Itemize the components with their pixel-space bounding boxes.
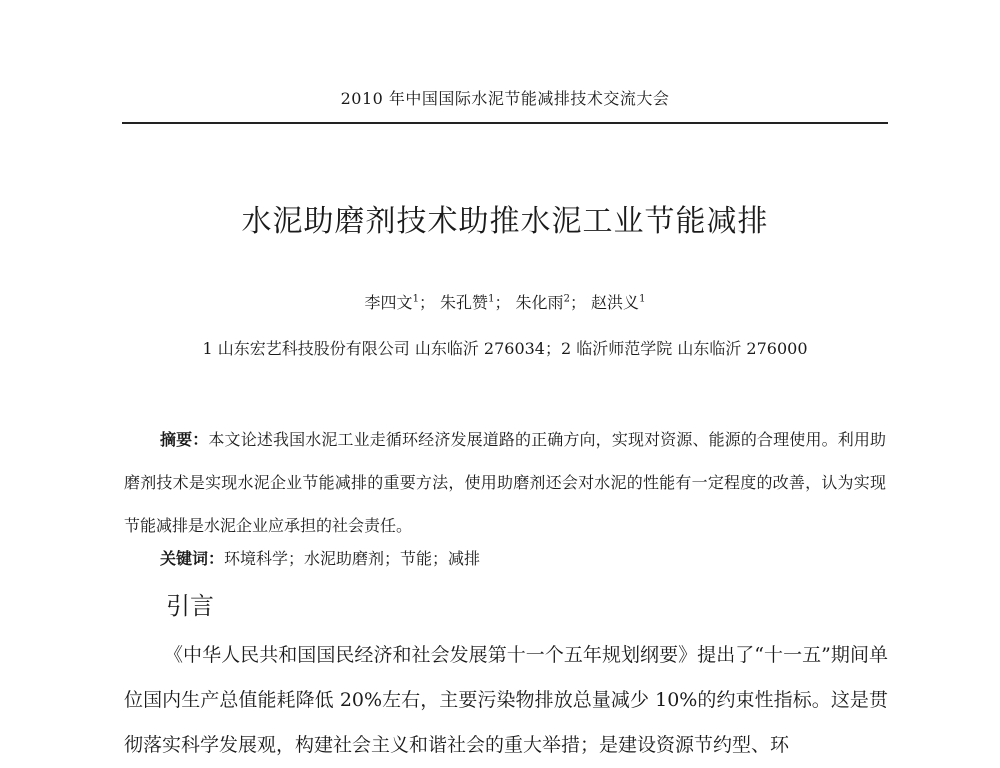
author-affiliation-mark: 1: [639, 293, 646, 305]
header-rule: [122, 122, 888, 124]
section-body-text: 《中华人民共和国国民经济和社会发展第十一个五年规划纲要》提出了“十一五”期间单位国内生产总值能耗降低 20%左右，主要污染物排放总量减少 10%的约束性指标。这是贯彻落实科学发展观，构建社会主义和谐社会的重大举措；是建设资源节约型、环: [124, 644, 888, 756]
author-name: 朱化雨: [515, 293, 564, 312]
abstract-label: 摘要：: [160, 430, 209, 449]
affiliation-line: 1 山东宏艺科技股份有限公司 山东临沂 276034；2 临沂师范学院 山东临沂 276000: [202, 339, 808, 358]
author-separator: ；: [418, 293, 435, 312]
author-affiliation-mark: 1: [488, 293, 495, 305]
author-affiliation-mark: 1: [412, 293, 419, 305]
paper-title: 水泥助磨剂技术助推水泥工业节能减排: [241, 204, 769, 239]
abstract: [124, 418, 886, 547]
keywords: [160, 546, 880, 569]
author-list: [120, 290, 890, 313]
conference-header: 2010 年中国国际水泥节能减排技术交流大会: [340, 89, 670, 108]
keywords-label: 关键词：: [160, 549, 225, 568]
abstract-text: 本文论述我国水泥工业走循环经济发展道路的正确方向，实现对资源、能源的合理使用。利用助磨剂技术是实现水泥企业节能减排的重要方法，使用助磨剂还会对水泥的性能有一定程度的改善，认为实现节能减排是水泥企业应承担的社会责任。: [124, 430, 886, 535]
author-name: 李四文: [364, 293, 413, 312]
author-name: 朱孔赞: [440, 293, 489, 312]
author-separator: ；: [494, 293, 511, 312]
author-affiliation-mark: 2: [563, 293, 570, 305]
author-separator: ；: [569, 293, 586, 312]
keywords-text: 环境科学；水泥助磨剂；节能；减排: [224, 549, 481, 568]
author-name: 赵洪义: [591, 293, 640, 312]
section-heading: 引言: [166, 592, 214, 620]
